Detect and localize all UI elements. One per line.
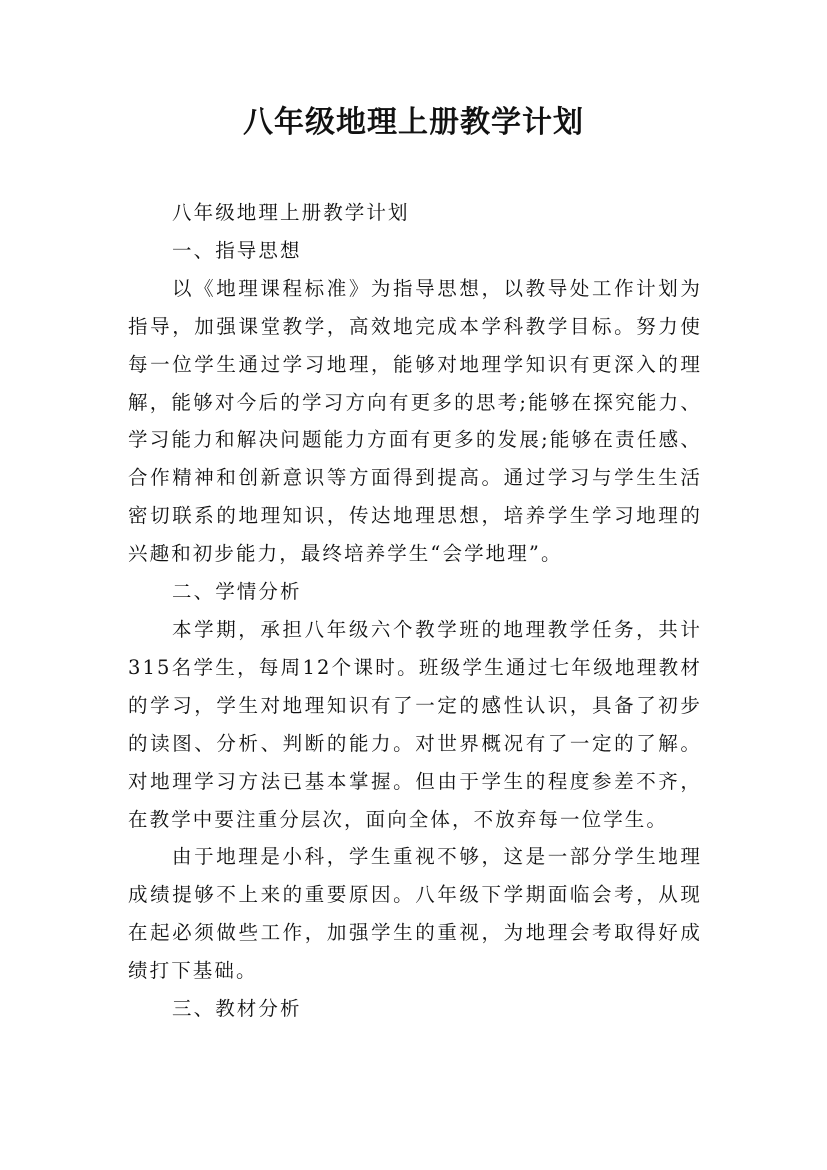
paragraph-student-analysis: 本学期，承担八年级六个教学班的地理教学任务，共计315名学生，每周12个课时。班级学生通过七年级地理教材的学习，学生对地理知识有了一定的感性认识，具备了初步的读图、分析、判断的能力。对世界概况有了一定的了解。对地理学习方法已基本掌握。但由于学生的程度参差不齐，在教学中要注重分层次，面向全体，不放弃每一位学生。 (128, 617, 702, 831)
heading-guiding-ideology: 一、指导思想 (172, 238, 302, 262)
heading-textbook-analysis: 三、教材分析 (172, 997, 302, 1021)
document-body (128, 194, 702, 1028)
paragraph-exam-preparation: 由于地理是小科，学生重视不够，这是一部分学生地理成绩提够不上来的重要原因。八年级下学期面临会考，从现在起必须做些工作，加强学生的重视，为地理会考取得好成绩打下基础。 (128, 845, 702, 983)
paragraph-subtitle: 八年级地理上册教学计划 (172, 201, 410, 224)
document-title: 八年级地理上册教学计划 (243, 105, 584, 140)
paragraph-guiding-ideology: 以《地理课程标准》为指导思想，以教导处工作计划为指导，加强课堂教学，高效地完成本学科教学目标。努力使每一位学生通过学习地理，能够对地理学知识有更深入的理解，能够对今后的学习方向有更多的思考;能够在探究能力、学习能力和解决问题能力方面有更多的发展;能够在责任感、合作精神和创新意识等方面得到提高。通过学习与学生生活密切联系的地理知识，传达地理思想，培养学生学习地理的兴趣和初步能力，最终培养学生“会学地理”。 (128, 276, 702, 566)
heading-student-analysis: 二、学情分析 (172, 580, 302, 604)
